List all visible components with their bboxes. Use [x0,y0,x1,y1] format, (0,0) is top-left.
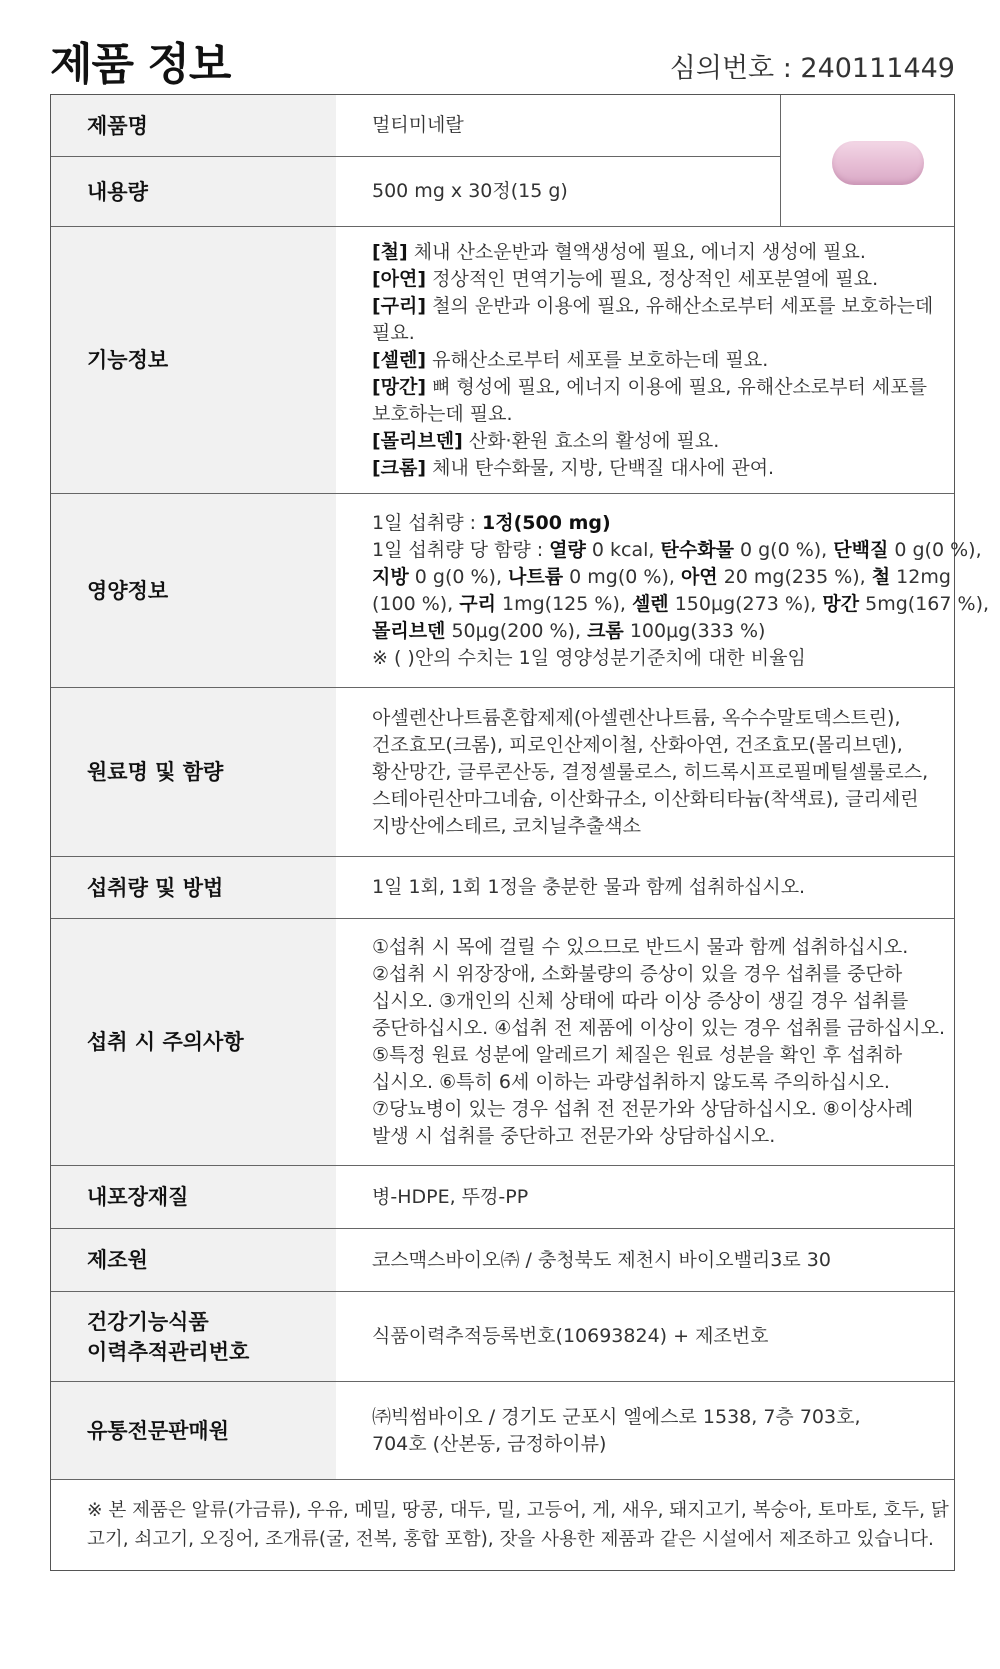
row-traceability [51,1292,954,1382]
label-traceability: 건강기능식품 이력추적관리번호 [51,1292,336,1381]
nutrition-segment: 탄수화물 [660,538,734,561]
ingredients-line: 지방산에스테르, 코치닐추출색소 [372,814,642,837]
caution-line: 발생 시 섭취를 중단하고 전문가와 상담하십시오. [372,1125,776,1147]
nutrition-segment: 150μg(273 %), [668,592,823,615]
footer-line: 고기, 쇠고기, 오징어, 조개류(굴, 전복, 홍합 포함), 잣을 사용한 제품과 같은 시설에서 제조하고 있습니다. [87,1529,934,1550]
nutrition-segment: 0 g(0 %), [733,538,834,561]
traceability-text: 식품이력추적등록번호(10693824) + 제조번호 [372,1325,769,1347]
nutrition-segment: 0 mg(0 %), [563,565,681,588]
value-traceability [336,1292,954,1381]
nutrition-segment: 크롬 [587,619,624,642]
value-manufacturer [336,1229,954,1291]
row-manufacturer [51,1229,954,1292]
value-distributor [336,1382,954,1479]
caution-line: 중단하십시오. ④섭취 전 제품에 이상이 있는 경우 섭취를 금하십시오. [372,1017,945,1039]
label-function: 기능정보 [51,227,336,493]
function-line [372,347,936,374]
row-capacity [51,157,780,227]
label-manufacturer: 제조원 [51,1229,336,1291]
caution-line: 십시오. ③개인의 신체 상태에 따라 이상 증상이 생길 경우 섭취를 [372,990,909,1012]
label-cautions: 섭취 시 주의사항 [51,919,336,1165]
function-tag: [셀렌] [372,348,427,371]
label-distributor: 유통전문판매원 [51,1382,336,1479]
caution-line: ①섭취 시 목에 걸릴 수 있으므로 반드시 물과 함께 섭취하십시오. [372,936,909,958]
nutrition-segment: 5mg(167 %), [859,592,990,615]
nutrition-line [372,537,982,564]
row-cautions [51,919,954,1166]
function-tag: [망간] [372,375,427,398]
intake-text: 1일 1회, 1회 1정을 충분한 물과 함께 섭취하십시오. [372,876,806,898]
function-line [372,455,936,482]
label-packaging: 내포장재질 [51,1166,336,1228]
function-text: 체내 산소운반과 혈액생성에 필요, 에너지 생성에 필요. [407,240,866,263]
function-line [372,374,936,401]
nutrition-segment: ※ ( )안의 수치는 1일 영양성분기준치에 대한 비율임 [372,646,806,669]
capacity-text: 500 mg x 30정(15 g) [372,180,568,202]
row-nutrition [51,494,990,688]
function-text: 보호하는데 필요. [372,402,513,425]
page-header [50,28,955,88]
allergen-notice [51,1480,954,1570]
function-line [372,266,936,293]
nutrition-segment: 0 kcal, [585,538,661,561]
nutrition-segment: 아연 [680,565,718,588]
nutrition-segment: 셀렌 [631,592,669,615]
value-function [336,227,954,493]
nutrition-segment: 망간 [822,592,860,615]
value-capacity [336,157,780,226]
label-capacity: 내용량 [51,157,336,226]
nutrition-line [372,510,936,537]
function-tag: [크롬] [372,456,427,479]
nutrition-segment: 1mg(125 %), [495,592,632,615]
nutrition-segment: 1정(500 mg) [482,511,611,534]
nutrition-line [372,591,990,618]
row-intake [51,857,954,919]
function-tag: [구리] [372,294,427,317]
nutrition-segment: 0 g(0 %), [408,565,509,588]
registration-number: 심의번호 : 240111449 [669,53,955,84]
nutrition-segment: 50μg(200 %), [445,619,588,642]
function-text: 정상적인 면역기능에 필요, 정상적인 세포분열에 필요. [426,267,879,290]
row-distributor [51,1382,954,1480]
function-text: 유해산소로부터 세포를 보호하는데 필요. [426,348,769,371]
function-line [372,428,936,455]
product-name-text: 멀티미네랄 [372,114,464,136]
value-product-name [336,95,780,156]
function-text: 뼈 형성에 필요, 에너지 이용에 필요, 유해산소로부터 세포를 [426,375,927,398]
nutrition-segment: 20 mg(235 %), [717,565,872,588]
footer-line: ※ 본 제품은 알류(가금류), 우유, 메밀, 땅콩, 대두, 밀, 고등어, 게, 새우, 돼지고기, 복숭아, 토마토, 호두, 닭 [87,1500,949,1521]
nutrition-segment: 나트륨 [508,565,564,588]
ingredients-line: 황산망간, 글루콘산동, 결정셀룰로스, 히드록시프로필메틸셀룰로스, [372,760,929,783]
top-rows [51,95,780,227]
nutrition-segment: 철 [871,565,891,588]
nutrition-line [372,645,936,672]
nutrition-segment: 몰리브덴 [372,619,446,642]
pill-icon [832,141,924,185]
value-nutrition [336,494,990,687]
function-tag: [철] [372,240,408,263]
nutrition-segment: 단백질 [833,538,889,561]
nutrition-line [372,564,951,591]
distributor-line: 704호 (산본동, 금정하이뷰) [372,1432,607,1455]
function-line [372,293,936,320]
row-ingredients [51,688,954,857]
row-packaging [51,1166,954,1229]
function-line [372,401,936,428]
value-cautions [336,919,954,1165]
label-nutrition: 영양정보 [51,494,336,687]
value-intake [336,857,954,918]
label-ingredients: 원료명 및 함량 [51,688,336,856]
value-packaging [336,1166,954,1228]
product-image-cell [780,95,954,227]
page-title: 제품 정보 [50,39,231,90]
manufacturer-text: 코스맥스바이오㈜ / 충청북도 제천시 바이오밸리3로 30 [372,1248,831,1271]
function-tag: [몰리브덴] [372,429,463,452]
function-line [372,320,936,347]
nutrition-segment: 열량 [549,538,586,561]
product-info-table [50,94,990,1571]
nutrition-segment: 지방 [372,565,409,588]
nutrition-segment: 1일 섭취량 당 함량 : [372,538,550,561]
label-product-name: 제품명 [51,95,336,156]
nutrition-segment: 1일 섭취량 : [372,511,483,534]
packaging-text: 병-HDPE, 뚜껑-PP [372,1185,529,1208]
label-intake: 섭취량 및 방법 [51,857,336,918]
distributor-line: ㈜빅썸바이오 / 경기도 군포시 엘에스로 1538, 7층 703호, [372,1405,861,1428]
nutrition-segment: 0 g(0 %), [888,538,982,561]
ingredients-line: 아셀렌산나트륨혼합제제(아셀렌산나트륨, 옥수수말토덱스트린), [372,706,901,729]
nutrition-segment: 구리 [459,592,496,615]
nutrition-segment: 12mg [890,565,951,588]
function-text: 산화·환원 효소의 활성에 필요. [462,429,720,452]
caution-line: ②섭취 시 위장장애, 소화불량의 증상이 있을 경우 섭취를 중단하 [372,963,903,985]
row-product-name [51,95,780,157]
caution-line: ⑤특정 원료 성분에 알레르기 체질은 원료 성분을 확인 후 섭취하 [372,1044,903,1066]
nutrition-segment: (100 %), [372,592,460,615]
nutrition-line [372,618,936,645]
ingredients-line: 건조효모(크롬), 피로인산제이철, 산화아연, 건조효모(몰리브덴), [372,733,903,756]
function-line [372,239,936,266]
nutrition-segment: 100μg(333 %) [623,619,766,642]
row-function [51,227,954,494]
value-ingredients [336,688,954,856]
function-tag: [아연] [372,267,427,290]
function-text: 체내 탄수화물, 지방, 단백질 대사에 관여. [426,456,775,479]
function-text: 철의 운반과 이용에 필요, 유해산소로부터 세포를 보호하는데 [426,294,934,317]
caution-line: ⑦당뇨병이 있는 경우 섭취 전 전문가와 상담하십시오. ⑧이상사례 [372,1098,914,1120]
function-text: 필요. [372,321,415,344]
ingredients-line: 스테아린산마그네슘, 이산화규소, 이산화티타늄(착색료), 글리세린 [372,787,919,810]
caution-line: 십시오. ⑥특히 6세 이하는 과량섭취하지 않도록 주의하십시오. [372,1071,890,1093]
